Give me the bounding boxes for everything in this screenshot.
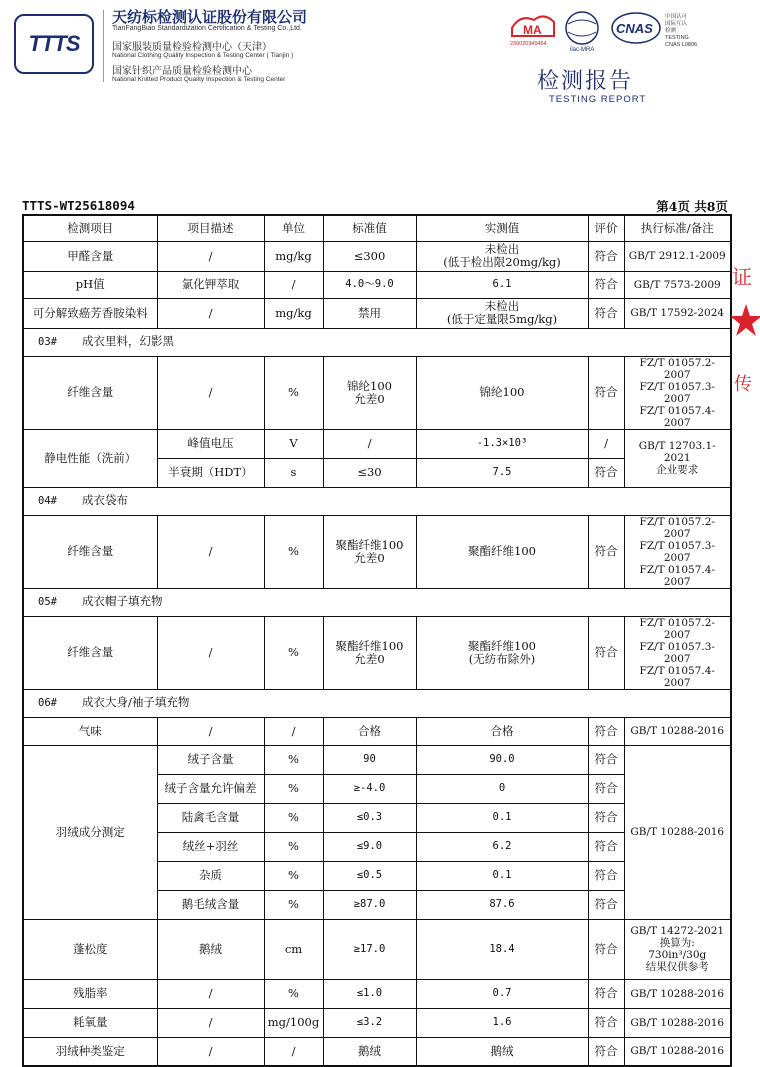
col-header: 项目描述 bbox=[157, 215, 264, 241]
method-cell: GB/T 12703.1-2021 企业要求 bbox=[624, 429, 731, 487]
desc-cell: 鹅毛绒含量 bbox=[157, 890, 264, 919]
desc-cell: 绒丝+羽丝 bbox=[157, 832, 264, 861]
svg-text:ilac-MRA: ilac-MRA bbox=[570, 47, 595, 53]
section-row-04: 04# 成衣袋布 bbox=[23, 487, 731, 515]
eval-cell: 符合 bbox=[588, 717, 624, 745]
eval-cell: 符合 bbox=[588, 356, 624, 429]
col-header: 执行标准/备注 bbox=[624, 215, 731, 241]
ilac-mra-mark-icon bbox=[566, 12, 598, 53]
std-cell: / bbox=[323, 429, 416, 458]
std-cell: ≤300 bbox=[323, 241, 416, 271]
std-cell: ≥17.0 bbox=[323, 919, 416, 979]
svg-text:国际互认: 国际互认 bbox=[665, 21, 688, 27]
std-cell: 鹅绒 bbox=[323, 1037, 416, 1066]
method-cell: GB/T 10288-2016 bbox=[624, 1037, 731, 1066]
eval-cell: / bbox=[588, 429, 624, 458]
unit-cell: % bbox=[264, 803, 323, 832]
unit-cell: / bbox=[264, 717, 323, 745]
company-name-cn: 天纺标检测认证股份有限公司 bbox=[112, 8, 308, 26]
table-row bbox=[23, 356, 731, 429]
center1-name-cn: 国家服装质量检验检测中心（天津） bbox=[112, 42, 272, 53]
item-cell: 纤维含量 bbox=[23, 356, 157, 429]
col-header: 检测项目 bbox=[23, 215, 157, 241]
std-cell: ≤30 bbox=[323, 458, 416, 487]
table-row bbox=[23, 745, 731, 774]
svg-text:TESTING: TESTING bbox=[665, 35, 689, 41]
result-cell: 6.1 bbox=[416, 271, 588, 298]
section-row-06: 06# 成衣大身/袖子填充物 bbox=[23, 689, 731, 717]
unit-cell: % bbox=[264, 979, 323, 1008]
result-cell: 锦纶100 bbox=[416, 356, 588, 429]
eval-cell: 符合 bbox=[588, 832, 624, 861]
std-cell: 聚酯纤维100 允差0 bbox=[323, 616, 416, 689]
std-cell: ≥87.0 bbox=[323, 890, 416, 919]
method-cell: FZ/T 01057.2-2007 FZ/T 01057.3-2007 FZ/T 01057.4-2007 bbox=[624, 515, 731, 588]
report-subtitle: TESTING REPORT bbox=[549, 94, 647, 105]
report-number: TTTS-WT25618094 bbox=[22, 198, 135, 213]
table-row bbox=[23, 1037, 731, 1066]
report-header bbox=[0, 0, 750, 120]
result-cell: 0.1 bbox=[416, 861, 588, 890]
table-row bbox=[23, 979, 731, 1008]
seal-stamp-icon bbox=[730, 262, 760, 402]
result-cell: 7.5 bbox=[416, 458, 588, 487]
item-cell: 残脂率 bbox=[23, 979, 157, 1008]
item-cell: 可分解致癌芳香胺染料 bbox=[23, 298, 157, 328]
result-cell: 1.6 bbox=[416, 1008, 588, 1037]
header-divider bbox=[103, 10, 104, 82]
eval-cell: 符合 bbox=[588, 890, 624, 919]
desc-cell: 绒子含量允许偏差 bbox=[157, 774, 264, 803]
desc-cell: / bbox=[157, 241, 264, 271]
item-cell: 耗氧量 bbox=[23, 1008, 157, 1037]
svg-text:中国认可: 中国认可 bbox=[665, 14, 688, 20]
method-cell: GB/T 10288-2016 bbox=[624, 745, 731, 919]
eval-cell: 符合 bbox=[588, 271, 624, 298]
eval-cell: 符合 bbox=[588, 979, 624, 1008]
std-cell: ≤3.2 bbox=[323, 1008, 416, 1037]
eval-cell: 符合 bbox=[588, 241, 624, 271]
unit-cell: % bbox=[264, 356, 323, 429]
result-cell: 聚酯纤维100 (无纺布除外) bbox=[416, 616, 588, 689]
cnas-side-text bbox=[665, 12, 697, 48]
unit-cell: / bbox=[264, 1037, 323, 1066]
center2-name-en: National Knitted Product Quality Inspection & Testing Center bbox=[112, 76, 286, 83]
eval-cell: 符合 bbox=[588, 1008, 624, 1037]
desc-cell: / bbox=[157, 515, 264, 588]
method-cell: FZ/T 01057.2-2007 FZ/T 01057.3-2007 FZ/T 01057.4-2007 bbox=[624, 356, 731, 429]
eval-cell: 符合 bbox=[588, 515, 624, 588]
unit-cell: mg/kg bbox=[264, 298, 323, 328]
unit-cell: mg/kg bbox=[264, 241, 323, 271]
col-header: 评价 bbox=[588, 215, 624, 241]
item-cell: pH值 bbox=[23, 271, 157, 298]
col-header: 实测值 bbox=[416, 215, 588, 241]
table-row bbox=[23, 616, 731, 689]
page-indicator: 第4页 共8页 bbox=[656, 199, 728, 214]
std-cell: ≤0.5 bbox=[323, 861, 416, 890]
item-cell: 静电性能（洗前） bbox=[23, 429, 157, 487]
svg-text:MA: MA bbox=[523, 23, 542, 37]
unit-cell: mg/100g bbox=[264, 1008, 323, 1037]
unit-cell: % bbox=[264, 832, 323, 861]
desc-cell: / bbox=[157, 717, 264, 745]
unit-cell: % bbox=[264, 890, 323, 919]
std-cell: 合格 bbox=[323, 717, 416, 745]
std-cell: 聚酯纤维100 允差0 bbox=[323, 515, 416, 588]
result-cell: 合格 bbox=[416, 717, 588, 745]
table-row bbox=[23, 919, 731, 979]
table-row bbox=[23, 429, 731, 458]
result-cell: 0.7 bbox=[416, 979, 588, 1008]
unit-cell: / bbox=[264, 271, 323, 298]
result-cell: -1.3×10³ bbox=[416, 429, 588, 458]
svg-text:230020349464: 230020349464 bbox=[510, 41, 547, 47]
method-cell: GB/T 17592-2024 bbox=[624, 298, 731, 328]
std-cell: ≤0.3 bbox=[323, 803, 416, 832]
unit-cell: V bbox=[264, 429, 323, 458]
desc-cell: / bbox=[157, 1037, 264, 1066]
result-cell: 聚酯纤维100 bbox=[416, 515, 588, 588]
desc-cell: / bbox=[157, 298, 264, 328]
eval-cell: 符合 bbox=[588, 616, 624, 689]
method-cell: FZ/T 01057.2-2007 FZ/T 01057.3-2007 FZ/T 01057.4-2007 bbox=[624, 616, 731, 689]
result-cell: 6.2 bbox=[416, 832, 588, 861]
col-header: 标准值 bbox=[323, 215, 416, 241]
eval-cell: 符合 bbox=[588, 919, 624, 979]
unit-cell: s bbox=[264, 458, 323, 487]
method-cell: GB/T 14272-2021 换算为: 730in³/30g 结果仅供参考 bbox=[624, 919, 731, 979]
desc-cell: 陆禽毛含量 bbox=[157, 803, 264, 832]
unit-cell: % bbox=[264, 861, 323, 890]
item-cell: 纤维含量 bbox=[23, 515, 157, 588]
eval-cell: 符合 bbox=[588, 458, 624, 487]
eval-cell: 符合 bbox=[588, 774, 624, 803]
ttts-logo: TTTS bbox=[14, 14, 94, 74]
std-cell: 4.0～9.0 bbox=[323, 271, 416, 298]
desc-cell: / bbox=[157, 979, 264, 1008]
std-cell: 90 bbox=[323, 745, 416, 774]
item-cell: 纤维含量 bbox=[23, 616, 157, 689]
item-cell: 甲醛含量 bbox=[23, 241, 157, 271]
method-cell: GB/T 10288-2016 bbox=[624, 717, 731, 745]
unit-cell: % bbox=[264, 745, 323, 774]
table-row bbox=[23, 298, 731, 328]
std-cell: ≥-4.0 bbox=[323, 774, 416, 803]
eval-cell: 符合 bbox=[588, 298, 624, 328]
desc-cell: / bbox=[157, 356, 264, 429]
eval-cell: 符合 bbox=[588, 1037, 624, 1066]
unit-cell: % bbox=[264, 515, 323, 588]
method-cell: GB/T 10288-2016 bbox=[624, 979, 731, 1008]
svg-text:证: 证 bbox=[732, 265, 752, 289]
section-row-03: 03# 成衣里料，幻影黑 bbox=[23, 328, 731, 356]
std-cell: 禁用 bbox=[323, 298, 416, 328]
method-cell: GB/T 10288-2016 bbox=[624, 1008, 731, 1037]
std-cell: ≤1.0 bbox=[323, 979, 416, 1008]
accreditation-marks bbox=[510, 10, 735, 54]
report-title: 检测报告 bbox=[537, 69, 634, 94]
result-cell: 鹅绒 bbox=[416, 1037, 588, 1066]
svg-text:检测: 检测 bbox=[665, 28, 677, 34]
std-cell: ≤9.0 bbox=[323, 832, 416, 861]
result-cell: 87.6 bbox=[416, 890, 588, 919]
table-row bbox=[23, 515, 731, 588]
method-cell: GB/T 7573-2009 bbox=[624, 271, 731, 298]
result-cell: 90.0 bbox=[416, 745, 588, 774]
eval-cell: 符合 bbox=[588, 803, 624, 832]
section-row-05: 05# 成衣帽子填充物 bbox=[23, 588, 731, 616]
desc-cell: 绒子含量 bbox=[157, 745, 264, 774]
table-row bbox=[23, 1008, 731, 1037]
result-cell: 0 bbox=[416, 774, 588, 803]
table-header-row bbox=[23, 215, 731, 241]
item-cell: 羽绒成分测定 bbox=[23, 745, 157, 919]
table-row bbox=[23, 717, 731, 745]
result-cell: 未检出 (低于定量限5mg/kg) bbox=[416, 298, 588, 328]
desc-cell: 鹅绒 bbox=[157, 919, 264, 979]
table-row bbox=[23, 271, 731, 298]
center1-name-en: National Clothing Quality Inspection & Testing Center ( Tianjin ) bbox=[112, 52, 294, 59]
center2-name-cn: 国家针织产品质量检验检测中心 bbox=[112, 66, 252, 77]
item-cell: 气味 bbox=[23, 717, 157, 745]
cma-mark-icon bbox=[510, 16, 554, 47]
unit-cell: % bbox=[264, 616, 323, 689]
method-cell: GB/T 2912.1-2009 bbox=[624, 241, 731, 271]
desc-cell: / bbox=[157, 1008, 264, 1037]
unit-cell: % bbox=[264, 774, 323, 803]
result-cell: 0.1 bbox=[416, 803, 588, 832]
desc-cell: 峰值电压 bbox=[157, 429, 264, 458]
unit-cell: cm bbox=[264, 919, 323, 979]
item-cell: 蓬松度 bbox=[23, 919, 157, 979]
std-cell: 锦纶100 允差0 bbox=[323, 356, 416, 429]
desc-cell: 氯化钾萃取 bbox=[157, 271, 264, 298]
desc-cell: 半衰期（HDT） bbox=[157, 458, 264, 487]
result-cell: 未检出 (低于检出限20mg/kg) bbox=[416, 241, 588, 271]
cnas-mark-icon bbox=[612, 13, 660, 43]
eval-cell: 符合 bbox=[588, 745, 624, 774]
svg-text:传: 传 bbox=[734, 374, 752, 395]
item-cell: 羽绒种类鉴定 bbox=[23, 1037, 157, 1066]
eval-cell: 符合 bbox=[588, 861, 624, 890]
desc-cell: 杂质 bbox=[157, 861, 264, 890]
result-cell: 18.4 bbox=[416, 919, 588, 979]
company-name-en: TianFangBiao Standardization Certification & Testing Co.,Ltd. bbox=[112, 25, 302, 32]
table-row bbox=[23, 241, 731, 271]
svg-text:CNAS: CNAS bbox=[616, 21, 653, 36]
svg-text:CNAS L0806: CNAS L0806 bbox=[665, 42, 698, 48]
desc-cell: / bbox=[157, 616, 264, 689]
col-header: 单位 bbox=[264, 215, 323, 241]
results-table bbox=[22, 214, 732, 1067]
